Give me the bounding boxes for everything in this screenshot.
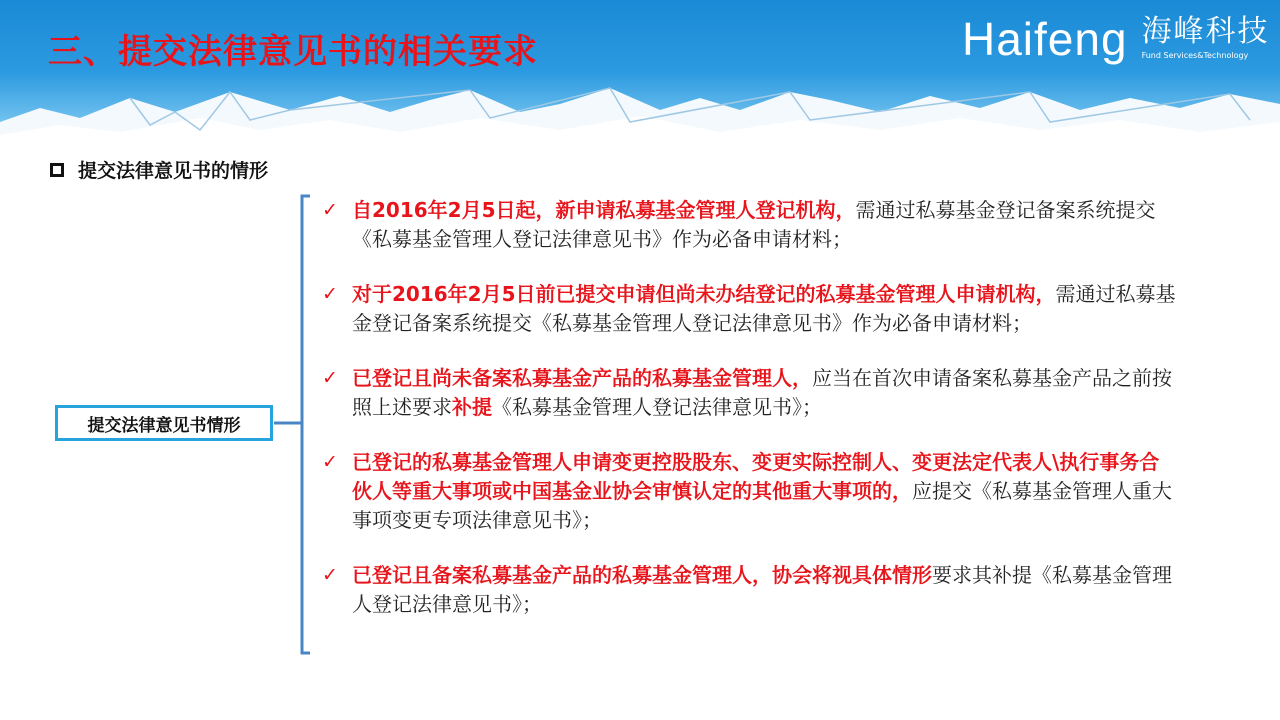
highlight-text: 对于2016年2月5日前已提交申请但尚未办结登记的私募基金管理人申请机构，: [352, 282, 1056, 306]
highlight-text: 已登记且尚未备案私募基金产品的私募基金管理人，: [352, 366, 812, 390]
body-text: 应提交《私募基金管理人重大事项变更专项法律意见书》；: [352, 479, 1172, 532]
list-item: [322, 280, 1182, 338]
list-item-text: [352, 561, 1178, 619]
body-text: 需通过私募基金登记备案系统提交《私募基金管理人登记法律意见书》作为必备申请材料；: [352, 282, 1176, 335]
body-text: 要求其补提《私募基金管理人登记法律意见书》；: [352, 563, 1172, 616]
page-title: 三、提交法律意见书的相关要求: [48, 32, 538, 72]
logo-text-en: Haifeng: [962, 13, 1128, 65]
bracket-connector: [272, 193, 312, 659]
square-bullet-icon: [50, 163, 64, 177]
list-item: [322, 448, 1182, 535]
highlight-text: 已登记且备案私募基金产品的私募基金管理人，协会将视具体情形: [352, 563, 932, 587]
check-icon: ✓: [322, 367, 338, 389]
section-heading: [50, 156, 268, 183]
list-item-text: [352, 196, 1178, 254]
body-text: 《私募基金管理人登记法律意见书》；: [492, 395, 822, 419]
check-icon: ✓: [322, 451, 338, 473]
body-text: 需通过私募基金登记备案系统提交《私募基金管理人登记法律意见书》作为必备申请材料；: [352, 198, 1156, 251]
body-text: 应当在首次申请备案私募基金产品之前按照上述要求: [352, 366, 1172, 419]
section-heading-text: 提交法律意见书的情形: [78, 160, 269, 182]
logo-text-cn: 海峰科技: [1141, 14, 1270, 49]
list-item-text: [352, 280, 1178, 338]
check-icon: ✓: [322, 564, 338, 586]
list-item-text: [352, 448, 1178, 535]
list-item-text: [352, 364, 1178, 422]
list-item: [322, 196, 1182, 254]
logo-subtitle: Fund Services&Technology: [1141, 51, 1249, 60]
highlight-text: 已登记的私募基金管理人申请变更控股股东、变更实际控制人、变更法定代表人\执行事务合伙人等重大事项或中国基金业协会审慎认定的其他重大事项的，: [352, 450, 1160, 503]
check-icon: ✓: [322, 199, 338, 221]
list-item: [322, 561, 1182, 619]
header-banner: [0, 0, 1280, 160]
requirement-list: [322, 196, 1182, 645]
highlight-text: 自2016年2月5日起，新申请私募基金管理人登记机构，: [352, 198, 856, 222]
list-item: [322, 364, 1182, 422]
company-logo: [962, 14, 1270, 64]
check-icon: ✓: [322, 283, 338, 305]
category-tag: 提交法律意见书情形: [55, 405, 273, 441]
highlight-text: 补提: [452, 395, 492, 419]
